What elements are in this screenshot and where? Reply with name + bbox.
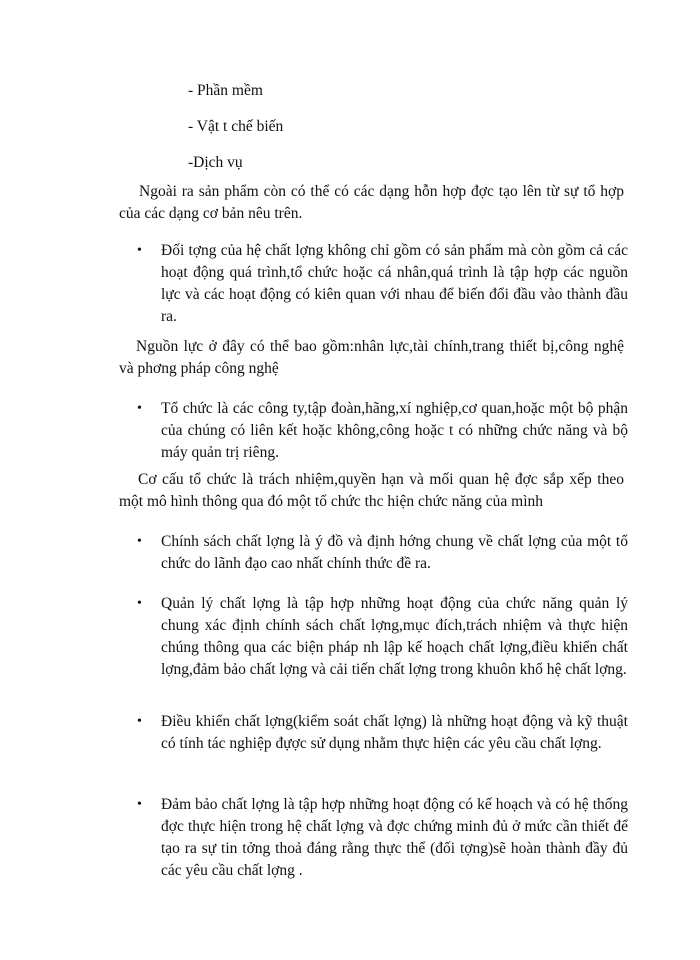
bullet-icon: • bbox=[137, 401, 142, 416]
bullet-item-quality-management bbox=[137, 593, 628, 681]
paragraph-resources: Nguồn lực ở đây có thể bao gồm:nhân lực,tài chính,trang thiết bị,công nghệ và phơng pháp công nghệ bbox=[119, 338, 624, 377]
bullet-text: Quản lý chất lợng là tập hợp những hoạt động của chức năng quản lý chung xác định chính sách chất lợng,mục đích,trách nhiệm và thực hiện chúng thông qua các biện pháp nh lập kế hoạch chất lợng,điều khiển chất lợng,đảm bảo chất lợng và cải tiến chất lợng trong khuôn khổ hệ chất lợng. bbox=[161, 595, 628, 678]
bullet-text: Điều khiển chất lợng(kiểm soát chất lợng) là những hoạt động và kỹ thuật có tính tác nghiệp đựợc sử dụng nhằm thực hiện các yêu cầu chất lợng. bbox=[161, 713, 628, 752]
bullet-icon: • bbox=[137, 243, 142, 258]
list-item-processed-materials: - Vật t chế biến bbox=[188, 118, 284, 135]
list-item-services: -Dịch vụ bbox=[188, 154, 243, 171]
bullet-item-quality-policy bbox=[137, 531, 628, 575]
list-item-software: - Phần mềm bbox=[188, 82, 263, 99]
bullet-text: Đối tợng của hệ chất lợng không chỉ gồm có sản phẩm mà còn gồm cả các hoạt động quá trình,tổ chức hoặc cá nhân,quá trình là tập hợp các nguồn lực và các hoạt động có kiên quan với nhau để biến đổi đầu vào thành đầu ra. bbox=[161, 242, 628, 325]
bullet-icon: • bbox=[137, 596, 142, 611]
bullet-text: Chính sách chất lợng là ý đồ và định hớng chung về chất lợng của một tổ chức do lãnh đạo cao nhất chính thức đề ra. bbox=[161, 533, 628, 572]
bullet-text: Tổ chức là các công ty,tập đoàn,hãng,xí nghiệp,cơ quan,hoặc một bộ phận của chúng có liên kết hoặc không,công hoặc t có những chức năng và bộ máy quản trị riêng. bbox=[161, 400, 628, 461]
bullet-item-organization bbox=[137, 398, 628, 464]
bullet-icon: • bbox=[137, 534, 142, 549]
bullet-item-quality-object bbox=[137, 240, 628, 328]
bullet-item-quality-control bbox=[137, 711, 628, 755]
paragraph-org-structure: Cơ cấu tổ chức là trách nhiệm,quyền hạn và mối quan hệ đợc sắp xếp theo một mô hình thông qua đó một tổ chức thc hiện chức năng của mình bbox=[119, 471, 624, 510]
bullet-icon: • bbox=[137, 714, 142, 729]
bullet-text: Đảm bảo chất lợng là tập hợp những hoạt động có kế hoạch và có hệ thống đợc thực hiện trong hệ chất lợng và đợc chứng minh đủ ở mức cần thiết để tạo ra sự tin tởng thoả đáng rằng thực thể (đối tợng)sẽ hoàn thành đầy đủ các yêu cầu chất lợng . bbox=[161, 796, 628, 879]
bullet-icon: • bbox=[137, 797, 142, 812]
paragraph-hybrid-products: Ngoài ra sản phẩm còn có thể có các dạng hỗn hợp đợc tạo lên từ sự tổ hợp của các dạng cơ bản nêu trên. bbox=[119, 183, 624, 222]
bullet-item-quality-assurance bbox=[137, 794, 628, 882]
